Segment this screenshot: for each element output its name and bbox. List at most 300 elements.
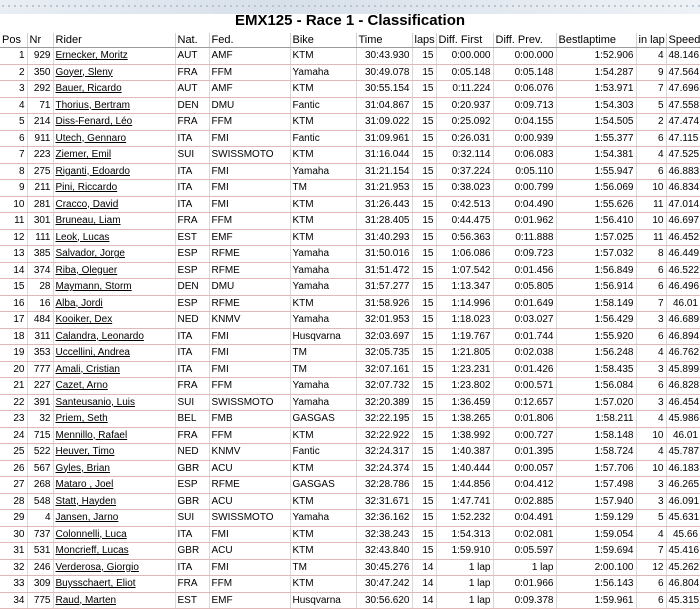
cell-time: 31:26.443 [356,196,412,213]
cell-laps: 15 [412,81,436,98]
cell-speed: 46.522 [666,262,700,279]
cell-laps: 14 [412,592,436,609]
cell-diff-first: 1 lap [436,576,493,593]
cell-nat: ITA [175,180,209,197]
cell-bestlaptime: 1:56.248 [556,345,636,362]
cell-fed: FMI [209,526,290,543]
cell-diff-first: 1:59.910 [436,543,493,560]
cell-rider[interactable]: Utech, Gennaro [53,130,175,147]
cell-in-lap: 2 [636,114,666,131]
cell-bike: KTM [290,196,356,213]
cell-bike: TM [290,180,356,197]
cell-diff-first: 1:23.231 [436,361,493,378]
cell-diff-prev: 0:00.799 [493,180,556,197]
cell-speed: 46.689 [666,312,700,329]
cell-bestlaptime: 1:57.025 [556,229,636,246]
cell-nat: BEL [175,411,209,428]
cell-in-lap: 6 [636,328,666,345]
cell-nat: NED [175,444,209,461]
cell-nr: 374 [27,262,53,279]
cell-bestlaptime: 1:52.906 [556,48,636,65]
cell-speed: 47.474 [666,114,700,131]
table-row [0,460,700,477]
cell-laps: 15 [412,97,436,114]
cell-speed: 46.894 [666,328,700,345]
table-row [0,328,700,345]
cell-pos: 29 [0,510,27,527]
cell-diff-first: 0:37.224 [436,163,493,180]
cell-in-lap: 4 [636,444,666,461]
cell-nr: 522 [27,444,53,461]
table-row [0,229,700,246]
cell-fed: FMI [209,180,290,197]
cell-rider[interactable]: Amali, Cristian [53,361,175,378]
cell-rider[interactable]: Moncrieff, Lucas [53,543,175,560]
cell-in-lap: 6 [636,262,666,279]
cell-laps: 15 [412,48,436,65]
cell-speed: 47.564 [666,64,700,81]
cell-laps: 15 [412,345,436,362]
cell-pos: 33 [0,576,27,593]
cell-time: 31:16.044 [356,147,412,164]
column-header-diff-prev: Diff. Prev. [493,33,556,48]
cell-rider[interactable]: Leok, Lucas [53,229,175,246]
cell-speed: 47.558 [666,97,700,114]
cell-bike: KTM [290,526,356,543]
cell-bike: KTM [290,147,356,164]
table-row [0,493,700,510]
cell-bestlaptime: 1:57.020 [556,394,636,411]
cell-speed: 46.883 [666,163,700,180]
cell-nr: 4 [27,510,53,527]
cell-laps: 15 [412,229,436,246]
table-row [0,114,700,131]
cell-diff-prev: 0:01.456 [493,262,556,279]
cell-fed: AMF [209,81,290,98]
cell-laps: 15 [412,510,436,527]
cell-time: 32:22.922 [356,427,412,444]
cell-time: 31:28.405 [356,213,412,230]
cell-bestlaptime: 1:55.920 [556,328,636,345]
cell-diff-prev: 0:01.962 [493,213,556,230]
cell-in-lap: 11 [636,229,666,246]
cell-bike: Husqvarna [290,592,356,609]
cell-bike: Yamaha [290,279,356,296]
cell-time: 31:04.867 [356,97,412,114]
cell-bestlaptime: 1:55.377 [556,130,636,147]
cell-bike: Yamaha [290,510,356,527]
cell-rider[interactable]: Priem, Seth [53,411,175,428]
cell-rider[interactable]: Statt, Hayden [53,493,175,510]
cell-laps: 15 [412,180,436,197]
cell-laps: 15 [412,196,436,213]
table-row [0,246,700,263]
cell-bike: Yamaha [290,163,356,180]
cell-rider[interactable]: Cracco, David [53,196,175,213]
cell-nat: ITA [175,328,209,345]
cell-fed: RFME [209,477,290,494]
cell-bestlaptime: 1:59.054 [556,526,636,543]
cell-speed: 45.631 [666,510,700,527]
table-row [0,444,700,461]
cell-nr: 246 [27,559,53,576]
column-header-in-lap: in lap [636,33,666,48]
cell-bestlaptime: 1:57.706 [556,460,636,477]
cell-bestlaptime: 1:59.961 [556,592,636,609]
cell-bike: KTM [290,48,356,65]
cell-pos: 1 [0,48,27,65]
cell-laps: 15 [412,262,436,279]
cell-rider[interactable]: Buysschaert, Eliot [53,576,175,593]
cell-speed: 46.697 [666,213,700,230]
table-row [0,592,700,609]
column-header-nat: Nat. [175,33,209,48]
cell-pos: 19 [0,345,27,362]
cell-diff-prev: 0:00.057 [493,460,556,477]
cell-rider[interactable]: Gyles, Brian [53,460,175,477]
cell-bestlaptime: 1:56.069 [556,180,636,197]
cell-in-lap: 7 [636,81,666,98]
cell-diff-prev: 0:04.412 [493,477,556,494]
cell-pos: 32 [0,559,27,576]
cell-fed: ACU [209,460,290,477]
cell-rider[interactable]: Calandra, Leonardo [53,328,175,345]
cell-time: 32:22.195 [356,411,412,428]
cell-diff-prev: 0:01.806 [493,411,556,428]
cell-nat: FRA [175,64,209,81]
cell-nat: EST [175,229,209,246]
cell-diff-prev: 0:05.148 [493,64,556,81]
table-row [0,130,700,147]
cell-nat: GBR [175,460,209,477]
cell-fed: RFME [209,246,290,263]
cell-bike: Fantic [290,97,356,114]
table-row [0,312,700,329]
cell-diff-prev: 0:00.727 [493,427,556,444]
cell-rider[interactable]: Jansen, Jarno [53,510,175,527]
cell-in-lap: 12 [636,559,666,576]
cell-rider[interactable]: Bruneau, Liam [53,213,175,230]
cell-time: 30:45.276 [356,559,412,576]
cell-fed: SWISSMOTO [209,394,290,411]
cell-nr: 777 [27,361,53,378]
cell-speed: 46.828 [666,378,700,395]
cell-pos: 20 [0,361,27,378]
cell-bestlaptime: 1:58.724 [556,444,636,461]
table-row [0,279,700,296]
cell-rider[interactable]: Cazet, Arno [53,378,175,395]
cell-nat: AUT [175,48,209,65]
cell-pos: 14 [0,262,27,279]
cell-pos: 10 [0,196,27,213]
table-row [0,48,700,65]
cell-pos: 17 [0,312,27,329]
cell-bike: TM [290,559,356,576]
cell-bike: Yamaha [290,246,356,263]
cell-rider[interactable]: Riganti, Edoardo [53,163,175,180]
cell-laps: 15 [412,411,436,428]
cell-bike: GASGAS [290,477,356,494]
cell-bestlaptime: 1:58.211 [556,411,636,428]
cell-bestlaptime: 1:54.287 [556,64,636,81]
cell-diff-first: 1:40.444 [436,460,493,477]
cell-rider[interactable]: Heuver, Timo [53,444,175,461]
cell-in-lap: 10 [636,180,666,197]
cell-fed: FFM [209,427,290,444]
page-title: EMX125 - Race 1 - Classification [234,12,466,29]
cell-diff-prev: 1 lap [493,559,556,576]
cell-nr: 775 [27,592,53,609]
cell-fed: ACU [209,493,290,510]
cell-bike: Husqvarna [290,328,356,345]
cell-laps: 15 [412,213,436,230]
cell-nat: SUI [175,510,209,527]
cell-rider[interactable]: Bauer, Ricardo [53,81,175,98]
cell-nat: ESP [175,295,209,312]
cell-time: 32:24.317 [356,444,412,461]
cell-nat: NED [175,312,209,329]
cell-rider[interactable]: Goyer, Sleny [53,64,175,81]
table-row [0,180,700,197]
cell-pos: 31 [0,543,27,560]
cell-time: 30:56.620 [356,592,412,609]
column-header-speed: Speed [666,33,700,48]
cell-speed: 45.787 [666,444,700,461]
cell-nat: ESP [175,477,209,494]
cell-rider[interactable]: Mataro , Joel [53,477,175,494]
cell-nr: 292 [27,81,53,98]
column-header-time: Time [356,33,412,48]
cell-bestlaptime: 1:56.429 [556,312,636,329]
cell-diff-prev: 0:04.491 [493,510,556,527]
cell-time: 31:50.016 [356,246,412,263]
cell-rider[interactable]: Ziemer, Emil [53,147,175,164]
cell-pos: 11 [0,213,27,230]
cell-diff-prev: 0:05.597 [493,543,556,560]
cell-laps: 15 [412,526,436,543]
cell-nat: AUT [175,81,209,98]
cell-bestlaptime: 1:57.940 [556,493,636,510]
cell-time: 32:38.243 [356,526,412,543]
cell-time: 32:05.735 [356,345,412,362]
cell-rider[interactable]: Diss-Fenard, Léo [53,114,175,131]
cell-nat: ITA [175,559,209,576]
cell-diff-prev: 0:09.723 [493,246,556,263]
cell-nr: 32 [27,411,53,428]
cell-diff-first: 0:05.148 [436,64,493,81]
cell-laps: 15 [412,493,436,510]
cell-nr: 350 [27,64,53,81]
cell-nat: FRA [175,576,209,593]
cell-nr: 301 [27,213,53,230]
cell-pos: 30 [0,526,27,543]
cell-in-lap: 4 [636,345,666,362]
cell-nr: 353 [27,345,53,362]
cell-pos: 5 [0,114,27,131]
cell-laps: 15 [412,64,436,81]
table-row [0,295,700,312]
cell-speed: 46.183 [666,460,700,477]
cell-time: 31:51.472 [356,262,412,279]
cell-time: 32:03.697 [356,328,412,345]
cell-fed: FMI [209,345,290,362]
cell-nat: EST [175,592,209,609]
cell-diff-first: 0:44.475 [436,213,493,230]
cell-bestlaptime: 1:58.149 [556,295,636,312]
cell-in-lap: 5 [636,97,666,114]
cell-pos: 6 [0,130,27,147]
cell-diff-prev: 0:05.805 [493,279,556,296]
cell-nr: 214 [27,114,53,131]
cell-time: 30:49.078 [356,64,412,81]
cell-bestlaptime: 1:58.435 [556,361,636,378]
cell-speed: 46.454 [666,394,700,411]
cell-nat: ITA [175,526,209,543]
cell-diff-first: 1:52.232 [436,510,493,527]
table-row [0,345,700,362]
cell-time: 31:09.961 [356,130,412,147]
cell-nat: ITA [175,163,209,180]
table-row [0,477,700,494]
cell-diff-first: 0:56.363 [436,229,493,246]
cell-bike: TM [290,361,356,378]
cell-nat: SUI [175,147,209,164]
cell-rider[interactable]: Santeusanio, Luis [53,394,175,411]
cell-rider[interactable]: Riba, Oleguer [53,262,175,279]
cell-fed: FFM [209,114,290,131]
cell-fed: FMB [209,411,290,428]
cell-fed: FMI [209,328,290,345]
cell-in-lap: 7 [636,543,666,560]
cell-rider[interactable]: Thorius, Bertram [53,97,175,114]
cell-time: 32:43.840 [356,543,412,560]
cell-diff-prev: 0:02.081 [493,526,556,543]
cell-rider[interactable]: Maymann, Storm [53,279,175,296]
table-row [0,559,700,576]
cell-nr: 911 [27,130,53,147]
cell-nr: 548 [27,493,53,510]
cell-pos: 7 [0,147,27,164]
cell-nat: FRA [175,378,209,395]
cell-fed: EMF [209,592,290,609]
cell-fed: FMI [209,361,290,378]
cell-in-lap: 4 [636,526,666,543]
cell-bike: Yamaha [290,394,356,411]
cell-speed: 47.014 [666,196,700,213]
cell-bestlaptime: 1:54.505 [556,114,636,131]
cell-diff-first: 1:14.996 [436,295,493,312]
cell-laps: 15 [412,394,436,411]
cell-rider[interactable]: Verderosa, Giorgio [53,559,175,576]
cell-rider[interactable]: Raud, Marten [53,592,175,609]
cell-diff-prev: 0:04.155 [493,114,556,131]
cell-rider[interactable]: Colonnelli, Luca [53,526,175,543]
cell-fed: DMU [209,279,290,296]
cell-nr: 929 [27,48,53,65]
cell-diff-first: 1:23.802 [436,378,493,395]
cell-diff-prev: 0:09.378 [493,592,556,609]
cell-bestlaptime: 1:58.148 [556,427,636,444]
cell-bike: Yamaha [290,378,356,395]
cell-rider[interactable]: Uccellini, Andrea [53,345,175,362]
cell-diff-prev: 0:11.888 [493,229,556,246]
cell-bestlaptime: 1:53.971 [556,81,636,98]
cell-in-lap: 3 [636,477,666,494]
cell-diff-prev: 0:06.076 [493,81,556,98]
cell-diff-first: 0:25.092 [436,114,493,131]
cell-in-lap: 10 [636,427,666,444]
cell-laps: 14 [412,576,436,593]
cell-bestlaptime: 1:55.947 [556,163,636,180]
cell-speed: 45.262 [666,559,700,576]
cell-speed: 46.01 [666,295,700,312]
cell-diff-first: 1:40.387 [436,444,493,461]
cell-in-lap: 10 [636,460,666,477]
cell-fed: EMF [209,229,290,246]
cell-in-lap: 3 [636,312,666,329]
cell-bike: Fantic [290,130,356,147]
cell-laps: 15 [412,130,436,147]
table-row [0,378,700,395]
cell-diff-first: 0:38.023 [436,180,493,197]
cell-rider[interactable]: Pini, Riccardo [53,180,175,197]
cell-diff-prev: 0:00.571 [493,378,556,395]
header-dots [0,5,700,7]
cell-speed: 46.01 [666,427,700,444]
cell-rider[interactable]: Ernecker, Moritz [53,48,175,65]
cell-rider[interactable]: Kooiker, Dex [53,312,175,329]
cell-nat: GBR [175,543,209,560]
cell-fed: KNMV [209,444,290,461]
cell-rider[interactable]: Alba, Jordi [53,295,175,312]
cell-in-lap: 10 [636,213,666,230]
cell-nat: FRA [175,213,209,230]
cell-laps: 15 [412,427,436,444]
cell-fed: FMI [209,559,290,576]
cell-bestlaptime: 1:56.914 [556,279,636,296]
cell-diff-prev: 0:02.885 [493,493,556,510]
cell-pos: 21 [0,378,27,395]
cell-laps: 15 [412,114,436,131]
table-row [0,97,700,114]
cell-speed: 46.834 [666,180,700,197]
cell-pos: 27 [0,477,27,494]
cell-rider[interactable]: Salvador, Jorge [53,246,175,263]
cell-laps: 15 [412,246,436,263]
cell-in-lap: 6 [636,576,666,593]
cell-in-lap: 5 [636,510,666,527]
cell-rider[interactable]: Mennillo, Rafael [53,427,175,444]
cell-diff-first: 1:06.086 [436,246,493,263]
cell-bike: KTM [290,427,356,444]
cell-nat: SUI [175,394,209,411]
cell-diff-first: 1:13.347 [436,279,493,296]
cell-speed: 45.315 [666,592,700,609]
cell-nat: ITA [175,361,209,378]
cell-pos: 12 [0,229,27,246]
cell-speed: 46.762 [666,345,700,362]
cell-bestlaptime: 1:54.303 [556,97,636,114]
cell-nat: ITA [175,196,209,213]
cell-speed: 45.986 [666,411,700,428]
cell-pos: 9 [0,180,27,197]
cell-nr: 275 [27,163,53,180]
cell-bike: KTM [290,460,356,477]
cell-pos: 15 [0,279,27,296]
cell-bestlaptime: 1:56.849 [556,262,636,279]
cell-time: 32:07.161 [356,361,412,378]
cell-speed: 46.091 [666,493,700,510]
